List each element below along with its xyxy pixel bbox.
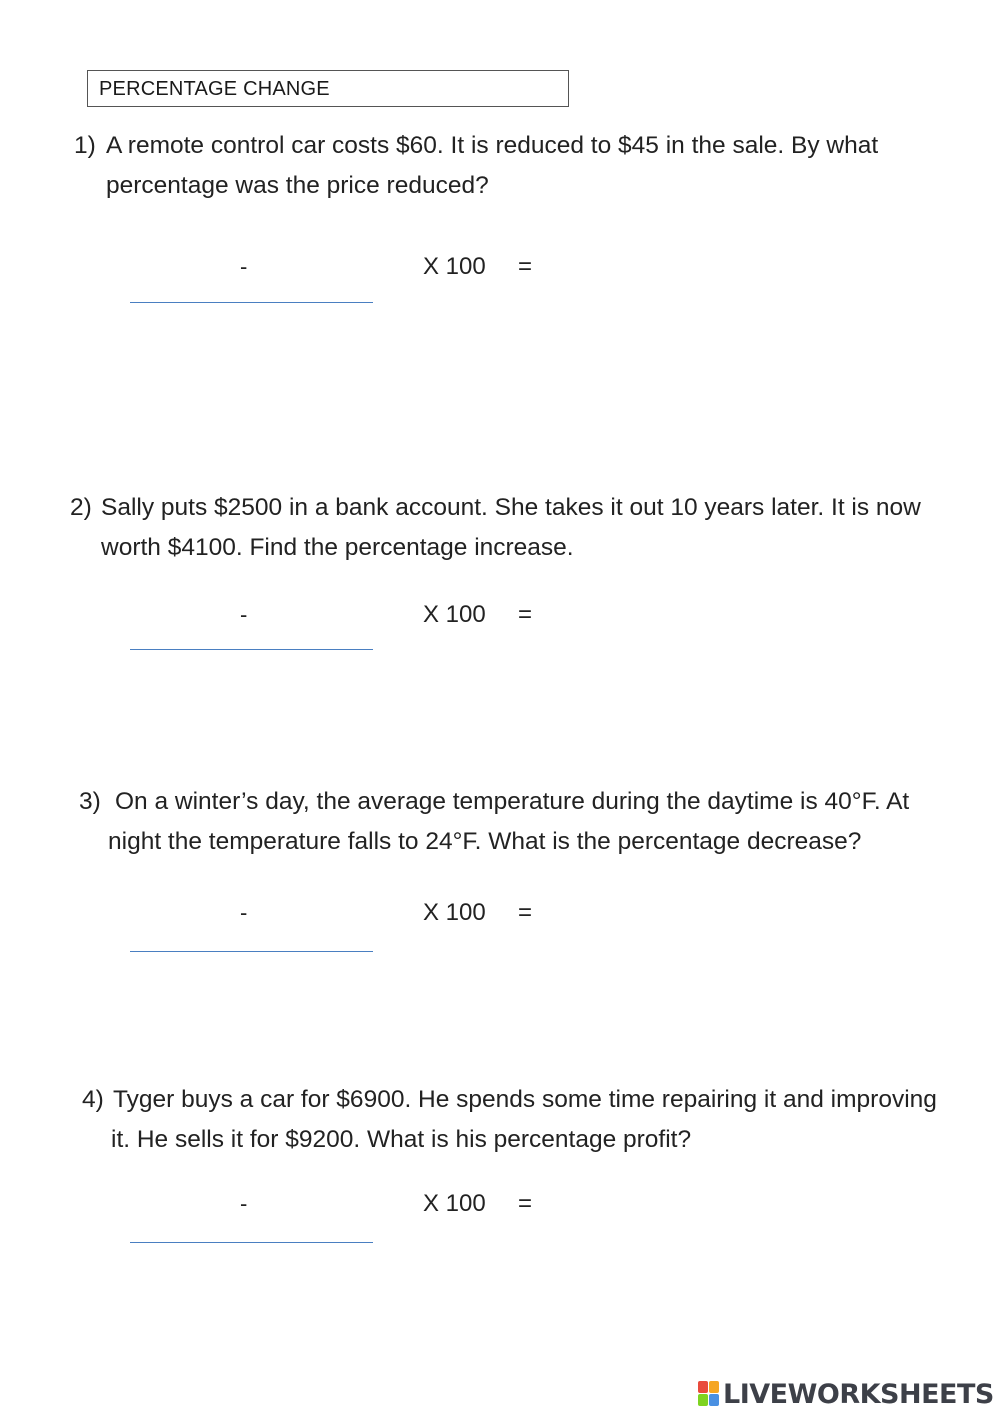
- question-text-line2: it. He sells it for $9200. What is his percentage profit?: [111, 1126, 692, 1153]
- liveworksheets-logo-icon: [698, 1381, 720, 1407]
- question-number: 1): [74, 132, 96, 159]
- question-number: 3): [79, 788, 101, 815]
- minus-sign: -: [240, 254, 248, 279]
- question-1: [74, 126, 954, 206]
- times-100: X 100: [423, 601, 486, 628]
- formula-row-3: [0, 900, 1000, 960]
- question-text-line1: Tyger buys a car for $6900. He spends some time repairing it and improving: [113, 1086, 937, 1113]
- equals-sign: =: [518, 1190, 533, 1217]
- times-100: X 100: [423, 1190, 486, 1217]
- question-text-line1: Sally puts $2500 in a bank account. She takes it out 10 years later. It is now: [101, 494, 921, 521]
- equals-sign: =: [518, 253, 533, 280]
- question-text-line2: worth $4100. Find the percentage increase.: [101, 534, 574, 561]
- worksheet-title: PERCENTAGE CHANGE: [87, 70, 569, 107]
- formula-row-2: [0, 602, 1000, 662]
- minus-sign: -: [240, 1191, 248, 1216]
- question-number: 2): [70, 494, 92, 521]
- question-number: 4): [82, 1086, 104, 1113]
- equals-sign: =: [518, 899, 533, 926]
- liveworksheets-logo-text: LIVEWORKSHEETS: [723, 1378, 994, 1410]
- times-100: X 100: [423, 253, 486, 280]
- question-text-line1: A remote control car costs $60. It is reduced to $45 in the sale. By what: [106, 132, 879, 159]
- question-text-line1: On a winter’s day, the average temperature during the daytime is 40°F. At: [115, 788, 910, 815]
- liveworksheets-watermark: [698, 1378, 994, 1410]
- formula-row-1: [0, 254, 1000, 314]
- fraction-line: [130, 302, 373, 303]
- question-4: [82, 1080, 962, 1160]
- question-text-line2: percentage was the price reduced?: [106, 172, 489, 199]
- times-100: X 100: [423, 899, 486, 926]
- fraction-line: [130, 1242, 373, 1243]
- question-text-line2: night the temperature falls to 24°F. What is the percentage decrease?: [108, 828, 862, 855]
- fraction-line: [130, 649, 373, 650]
- question-2: [70, 488, 960, 568]
- minus-sign: -: [240, 602, 248, 627]
- formula-row-4: [0, 1191, 1000, 1251]
- minus-sign: -: [240, 900, 248, 925]
- question-3: [79, 782, 959, 862]
- fraction-line: [130, 951, 373, 952]
- equals-sign: =: [518, 601, 533, 628]
